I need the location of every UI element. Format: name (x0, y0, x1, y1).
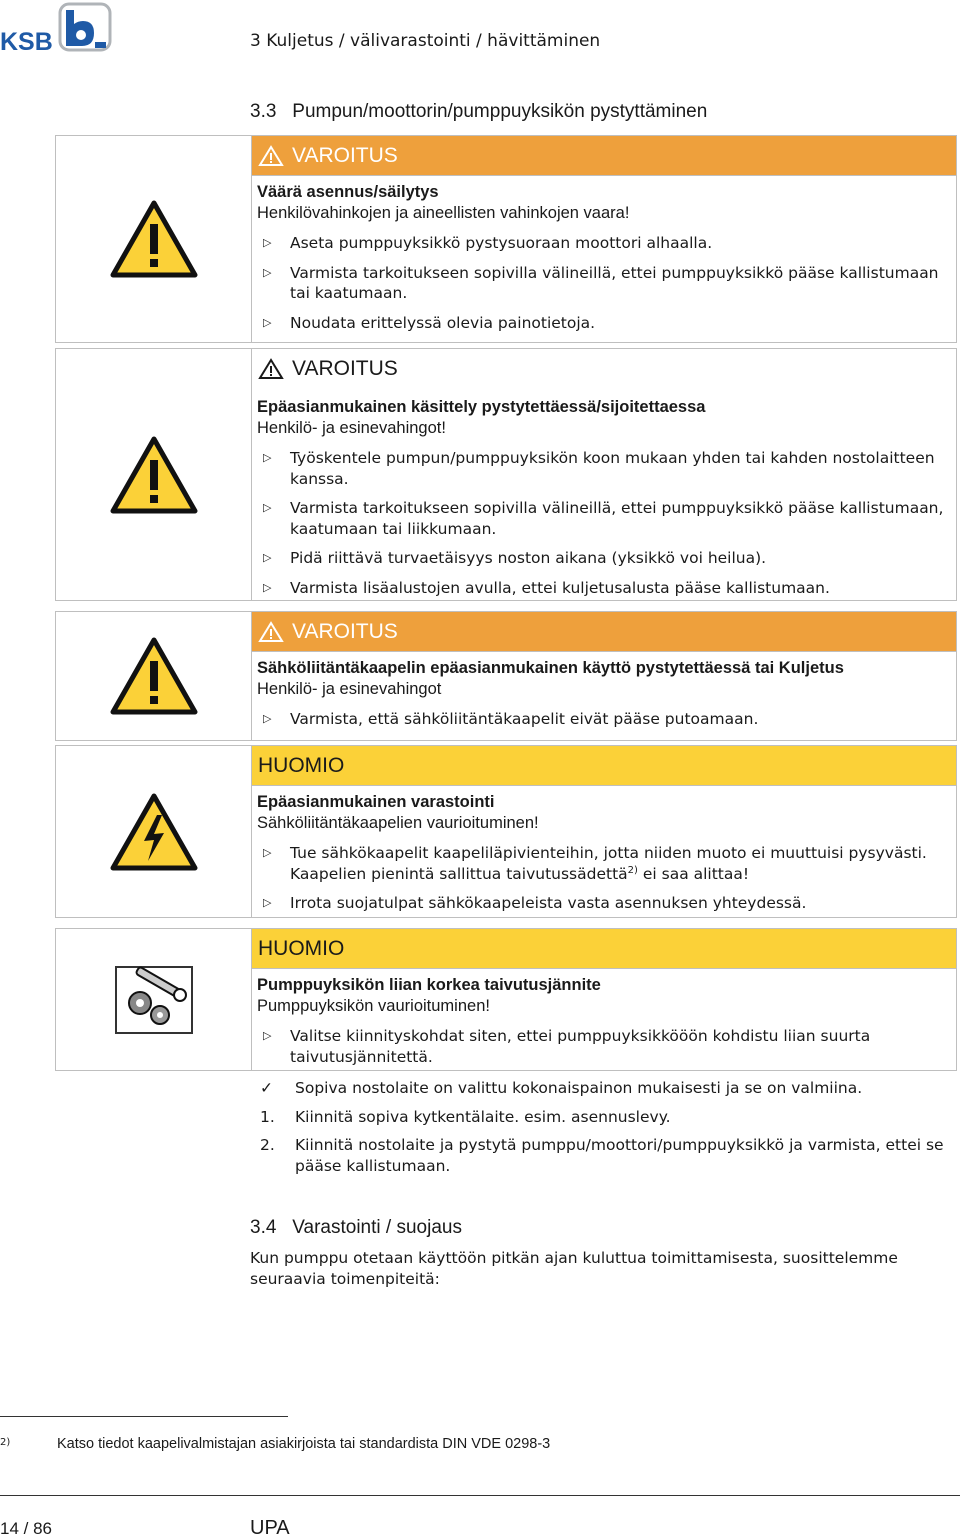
list-item (257, 263, 956, 304)
hazard-consequence: Henkilövahinkojen ja aineellisten vahinkojen vaara! (257, 204, 630, 222)
footnote-reference: 2) (627, 864, 638, 876)
bullet-arrow-icon: ▷ (263, 551, 272, 564)
step-item (250, 1135, 950, 1176)
bullet-arrow-icon: ▷ (263, 580, 272, 594)
document-code: UPA (250, 1517, 290, 1539)
signal-word-bar (252, 746, 956, 786)
hazard-title: Pumppuyksikön liian korkea taivutusjännite (257, 976, 601, 994)
footer-divider (0, 1495, 960, 1496)
list-item (257, 313, 956, 334)
section-heading-3-4 (250, 1217, 462, 1239)
list-item-text: Varmista tarkoitukseen sopivilla välineillä, ettei pumppuyksikkö pääse kallistumaan, kaatumaan tai liikkumaan. (290, 499, 944, 538)
list-item-text: Varmista lisäalustojen avulla, ettei kuljetusalusta pääse kallistumaan. (290, 578, 830, 597)
list-item-text: Pidä riittävä turvaetäisyys noston aikana (yksikkö voi heilua). (290, 549, 767, 567)
warning-triangle-icon (258, 358, 284, 380)
electrical-hazard-icon (56, 746, 252, 917)
section-body-text: Kun pumppu otetaan käyttöön pitkän ajan kuluttua toimittamisesta, suosittelemme seuraavia toimenpiteitä: (250, 1249, 898, 1288)
step-item (250, 1078, 950, 1099)
section-number: 3.3 (250, 101, 277, 122)
warning-block-2 (55, 348, 957, 601)
section-title: Varastointi / suojaus (292, 1217, 462, 1238)
list-item (257, 578, 956, 599)
signal-word: VAROITUS (292, 357, 398, 380)
chapter-title: 3 Kuljetus / välivarastointi / hävittäminen (250, 31, 601, 51)
procedure-steps (250, 1078, 950, 1184)
signal-word: HUOMIO (258, 936, 345, 960)
bullet-arrow-icon: ▷ (263, 315, 272, 329)
list-item-text-tail: ei saa alittaa! (637, 864, 750, 883)
warning-triangle-icon (258, 621, 284, 643)
list-item-text: Työskentele pumpun/pumppuyksikön koon mukaan yhden tai kahden nostolaitteen kanssa. (290, 449, 935, 488)
warning-triangle-icon (258, 145, 284, 167)
bullet-arrow-icon: ▷ (263, 451, 272, 464)
list-item-text: Irrota suojatulpat sähkökaapeleista vasta asennuksen yhteydessä. (290, 894, 807, 912)
step-text: Sopiva nostolaite on valittu kokonaispainon mukaisesti ja se on valmiina. (295, 1079, 863, 1097)
machine-damage-icon (56, 929, 252, 1070)
bullet-arrow-icon: ▷ (263, 265, 272, 279)
list-item (257, 1026, 956, 1067)
step-text: Kiinnitä nostolaite ja pystytä pumppu/moottori/pumppuyksikkö ja varmista, ettei se pääse kallistumaan. (295, 1136, 944, 1175)
general-warning-icon (56, 136, 252, 342)
list-item (257, 893, 956, 914)
step-marker: 2. (260, 1136, 275, 1154)
hazard-title: Epäasianmukainen varastointi (257, 793, 495, 811)
step-marker: ✓ (260, 1079, 273, 1097)
hazard-consequence: Pumppuyksikön vaurioituminen! (257, 997, 490, 1015)
warning-block-1 (55, 135, 957, 343)
signal-word-bar (252, 929, 956, 969)
notice-block-4 (55, 745, 957, 918)
ksb-logo (0, 2, 112, 52)
hazard-title: Epäasianmukainen käsittely pystytettäessä/sijoitettaessa (257, 398, 706, 416)
ksb-logo-text: KSB (0, 28, 53, 52)
list-item-text: Varmista, että sähköliitäntäkaapelit eivät pääse putoamaan. (290, 710, 759, 728)
bullet-arrow-icon: ▷ (263, 236, 272, 249)
bullet-arrow-icon: ▷ (263, 846, 272, 859)
bullet-arrow-icon: ▷ (263, 896, 272, 909)
bullet-arrow-icon: ▷ (263, 712, 272, 725)
signal-word: VAROITUS (292, 143, 398, 167)
hazard-title: Sähköliitäntäkaapelin epäasianmukainen käyttö pystytettäessä tai Kuljetus (257, 659, 844, 677)
step-text: Kiinnitä sopiva kytkentälaite. esim. asennuslevy. (295, 1107, 671, 1126)
list-item-text: Varmista tarkoitukseen sopivilla välineillä, ettei pumppuyksikkö pääse kallistumaan tai kaatumaan. (290, 263, 939, 302)
list-item-text: Tue sähkökaapelit kaapeliläpivienteihin, jotta niiden muoto ei muuttuisi pysyvästi. Kaapelien pienintä sallittua taivutussädettä (290, 844, 927, 883)
footnote-mark: 2) (0, 1437, 11, 1448)
hazard-consequence: Henkilö- ja esinevahingot (257, 680, 442, 698)
warning-block-3 (55, 611, 957, 741)
list-item-text: Noudata erittelyssä olevia painotietoja. (290, 313, 596, 332)
footnote-divider (0, 1416, 288, 1417)
signal-word-bar (252, 349, 956, 389)
hazard-title: Väärä asennus/säilytys (257, 183, 439, 201)
signal-word: VAROITUS (292, 619, 398, 643)
section-title: Pumpun/moottorin/pumppuyksikön pystyttäminen (292, 101, 708, 122)
step-marker: 1. (260, 1107, 275, 1126)
notice-block-5 (55, 928, 957, 1071)
list-item (257, 498, 956, 539)
list-item (257, 843, 956, 884)
hazard-consequence: Sähköliitäntäkaapelien vaurioituminen! (257, 814, 539, 832)
page-number: 14 / 86 (0, 1519, 52, 1538)
list-item-text: Aseta pumppuyksikkö pystysuoraan moottori alhaalla. (290, 234, 713, 252)
general-warning-icon (56, 349, 252, 600)
list-item (257, 448, 956, 489)
bullet-arrow-icon: ▷ (263, 1029, 272, 1042)
list-item (257, 233, 956, 254)
signal-word-bar (252, 136, 956, 176)
footnote-text: Katso tiedot kaapelivalmistajan asiakirjoista tai standardista DIN VDE 0298-3 (57, 1436, 551, 1452)
section-heading-3-3 (250, 101, 707, 123)
general-warning-icon (56, 612, 252, 740)
signal-word: HUOMIO (258, 753, 345, 777)
list-item-text: Valitse kiinnityskohdat siten, ettei pumppuyksikkööön kohdistu liian suurta taivutusjännitettä. (290, 1027, 871, 1066)
step-item (250, 1107, 950, 1128)
signal-word-bar (252, 612, 956, 652)
list-item (257, 548, 956, 569)
hazard-consequence: Henkilö- ja esinevahingot! (257, 419, 446, 437)
list-item (257, 709, 956, 730)
bullet-arrow-icon: ▷ (263, 501, 272, 514)
section-number: 3.4 (250, 1217, 277, 1238)
